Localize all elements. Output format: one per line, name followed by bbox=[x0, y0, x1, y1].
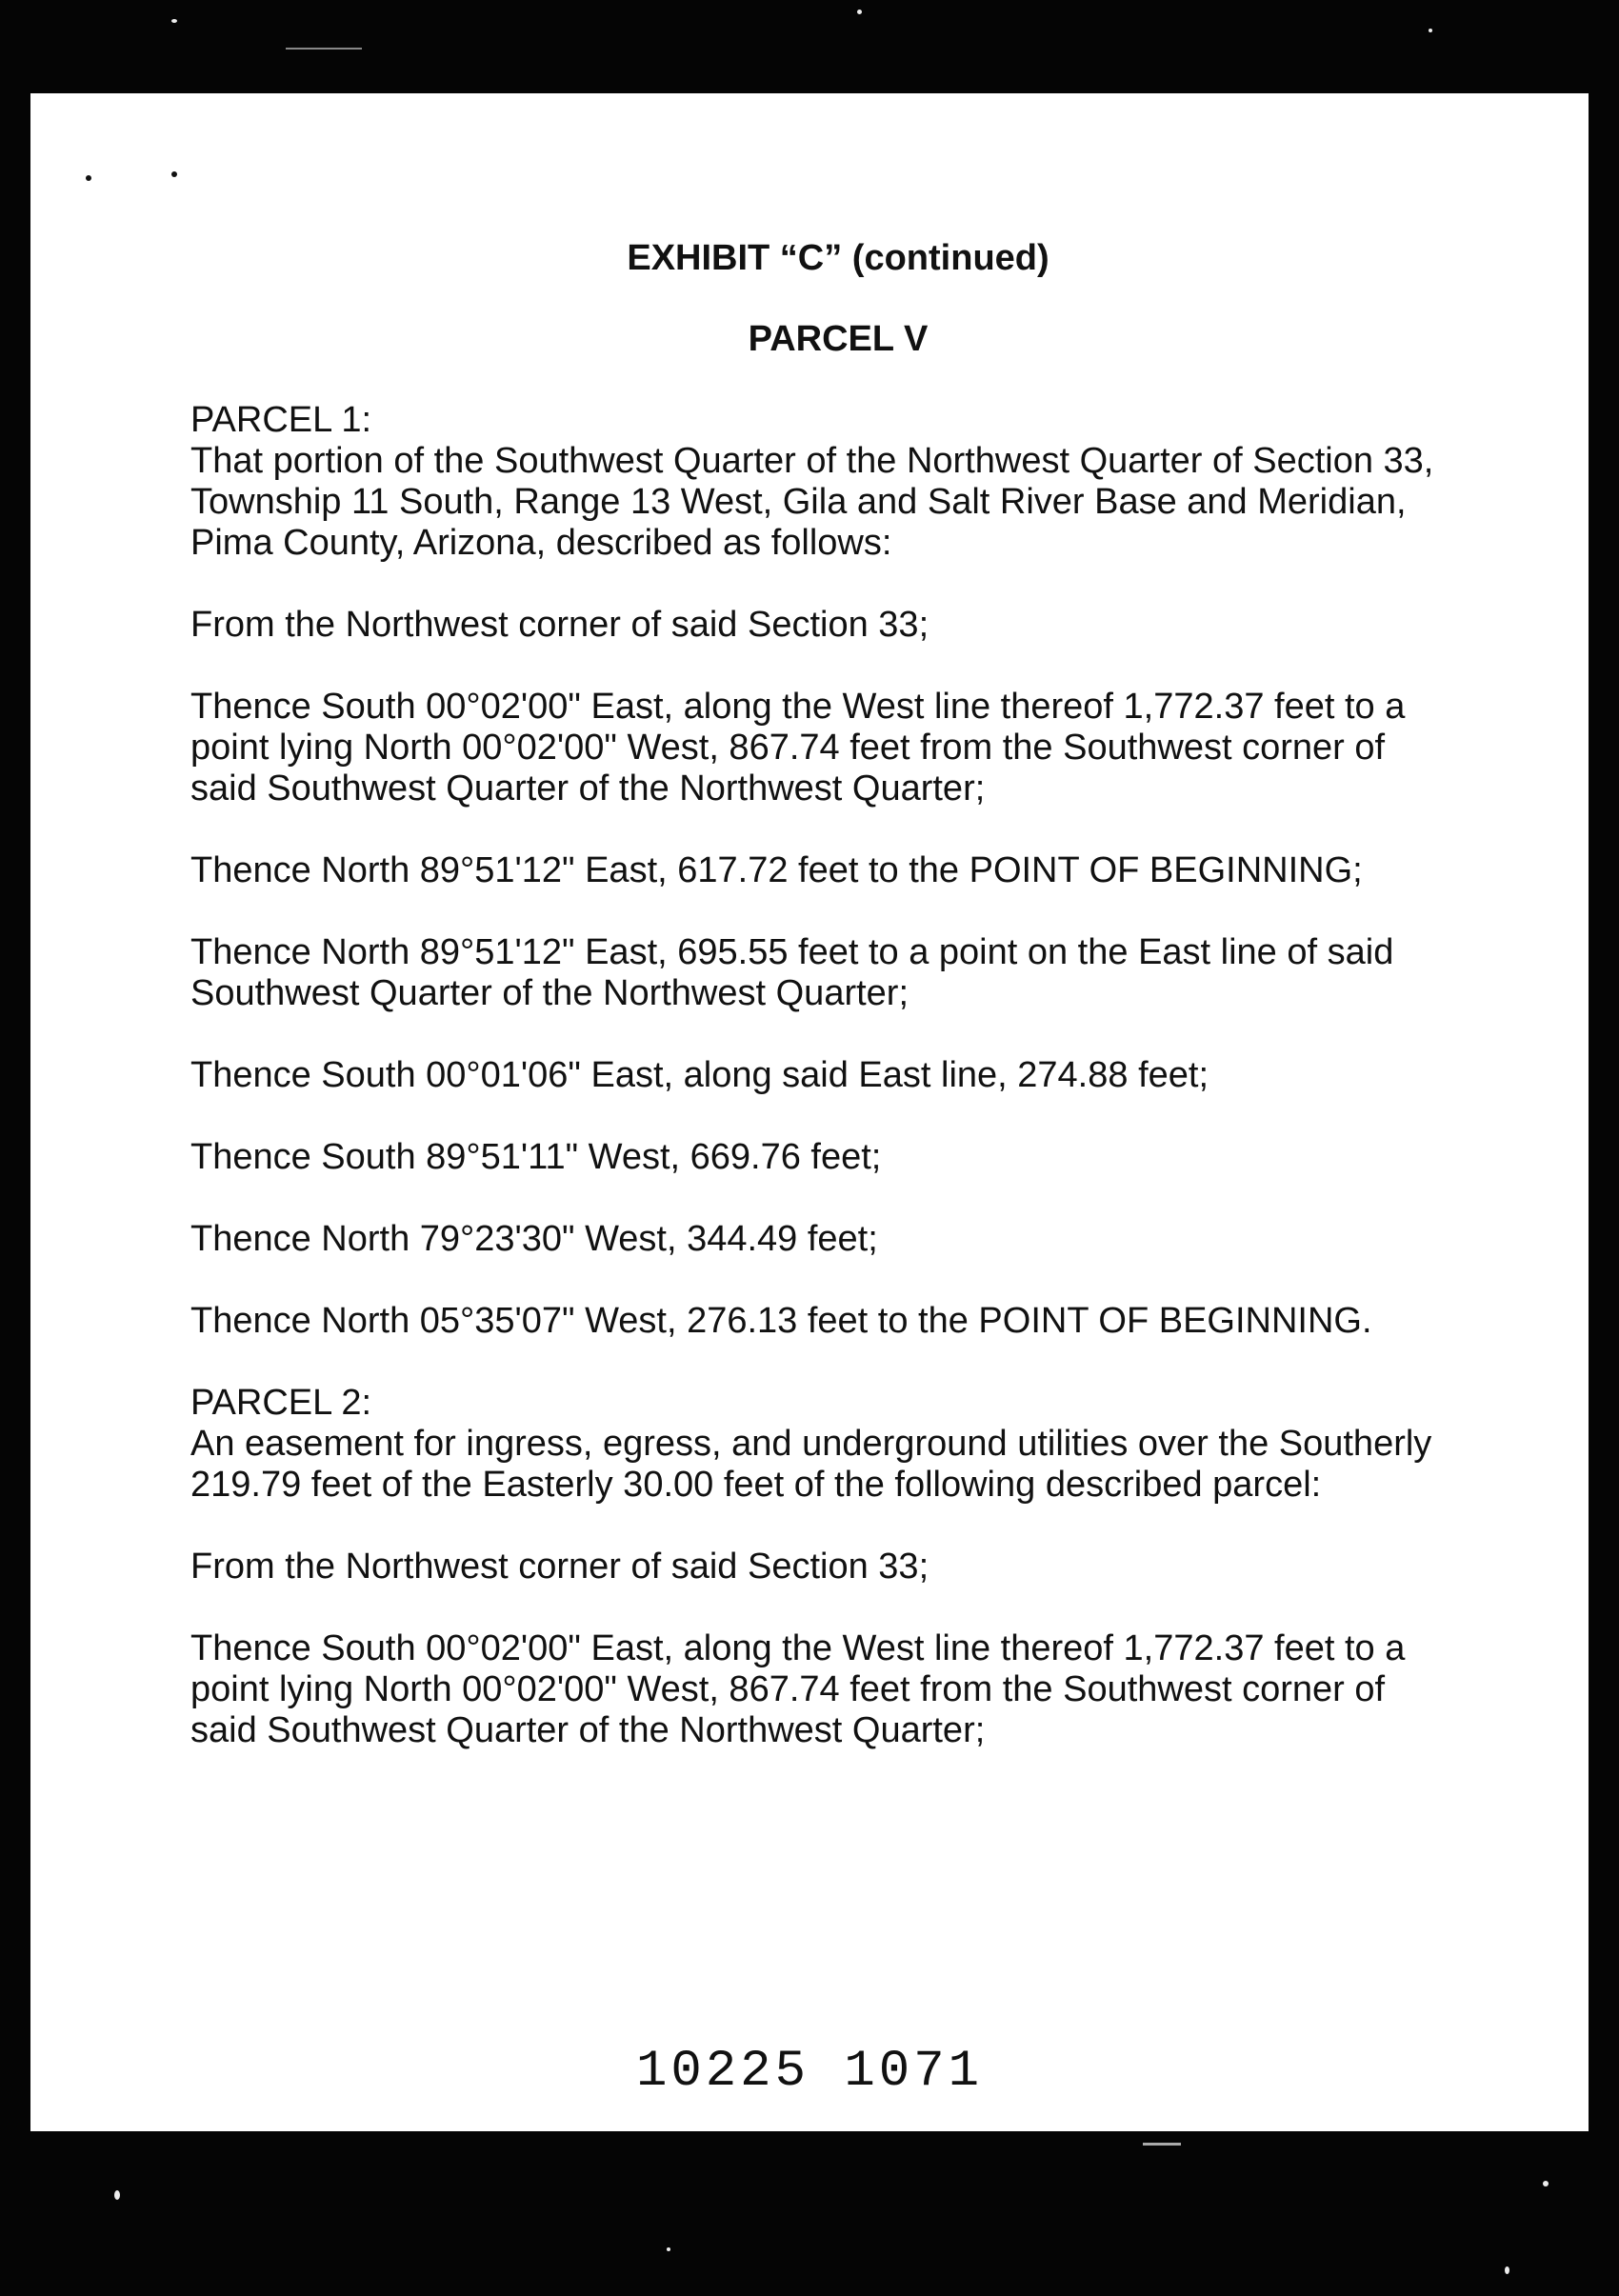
parcel-1-step: From the Northwest corner of said Section 33; bbox=[190, 605, 929, 645]
scan-speck bbox=[114, 2190, 120, 2200]
parcel-1-step: Thence South 89°51'11" West, 669.76 feet; bbox=[190, 1137, 882, 1177]
parcel-1-step: Thence South 00°02'00" East, along the West line thereof 1,772.37 feet to a point lying North 00°02'00" West, 867.74 feet from the Southwest corner of said Southwest Quarter of the Northwest Quarter; bbox=[190, 687, 1406, 809]
document-body bbox=[190, 238, 1448, 1792]
scan-speck bbox=[286, 48, 362, 50]
scan-speck bbox=[171, 19, 177, 23]
parcel-1-step: Thence North 05°35'07" West, 276.13 feet to the POINT OF BEGINNING. bbox=[190, 1301, 1372, 1341]
parcel-1-step: Thence North 89°51'12" East, 695.55 feet to a point on the East line of said Southwest Quarter of the Northwest Quarter; bbox=[190, 932, 1394, 1013]
scan-dot bbox=[86, 175, 91, 181]
scan-speck bbox=[857, 10, 862, 14]
parcel-1-step: Thence South 00°01'06" East, along said East line, 274.88 feet; bbox=[190, 1055, 1209, 1095]
parcel-2-label: PARCEL 2: bbox=[190, 1383, 372, 1423]
parcel-1-intro: That portion of the Southwest Quarter of the Northwest Quarter of Section 33, Township 11 South, Range 13 West, Gila and Salt River Base and Meridian, Pima County, Arizona, described as follows: bbox=[190, 441, 1434, 563]
parcel-2-step: From the Northwest corner of said Section 33; bbox=[190, 1547, 929, 1587]
parcel-heading: PARCEL V bbox=[748, 319, 929, 359]
page-number: 10225 1071 bbox=[635, 2043, 984, 2101]
scan-speck bbox=[1429, 29, 1432, 32]
parcel-1-label: PARCEL 1: bbox=[190, 400, 372, 440]
parcel-2-intro: An easement for ingress, egress, and underground utilities over the Southerly 219.79 feet of the Easterly 30.00 feet of the following described parcel: bbox=[190, 1424, 1432, 1505]
scan-speck bbox=[667, 2247, 670, 2251]
scan-dot bbox=[171, 171, 177, 177]
exhibit-title: EXHIBIT “C” (continued) bbox=[627, 238, 1049, 278]
scan-speck bbox=[1143, 2143, 1181, 2146]
parcel-1-step: Thence North 79°23'30" West, 344.49 feet; bbox=[190, 1219, 878, 1259]
parcel-1-step: Thence North 89°51'12" East, 617.72 feet to the POINT OF BEGINNING; bbox=[190, 850, 1363, 890]
scan-speck bbox=[1505, 2266, 1509, 2274]
parcel-2-step: Thence South 00°02'00" East, along the West line thereof 1,772.37 feet to a point lying North 00°02'00" West, 867.74 feet from the Southwest corner of said Southwest Quarter of the Northwest Quarter; bbox=[190, 1628, 1406, 1750]
scan-speck bbox=[1543, 2181, 1549, 2186]
